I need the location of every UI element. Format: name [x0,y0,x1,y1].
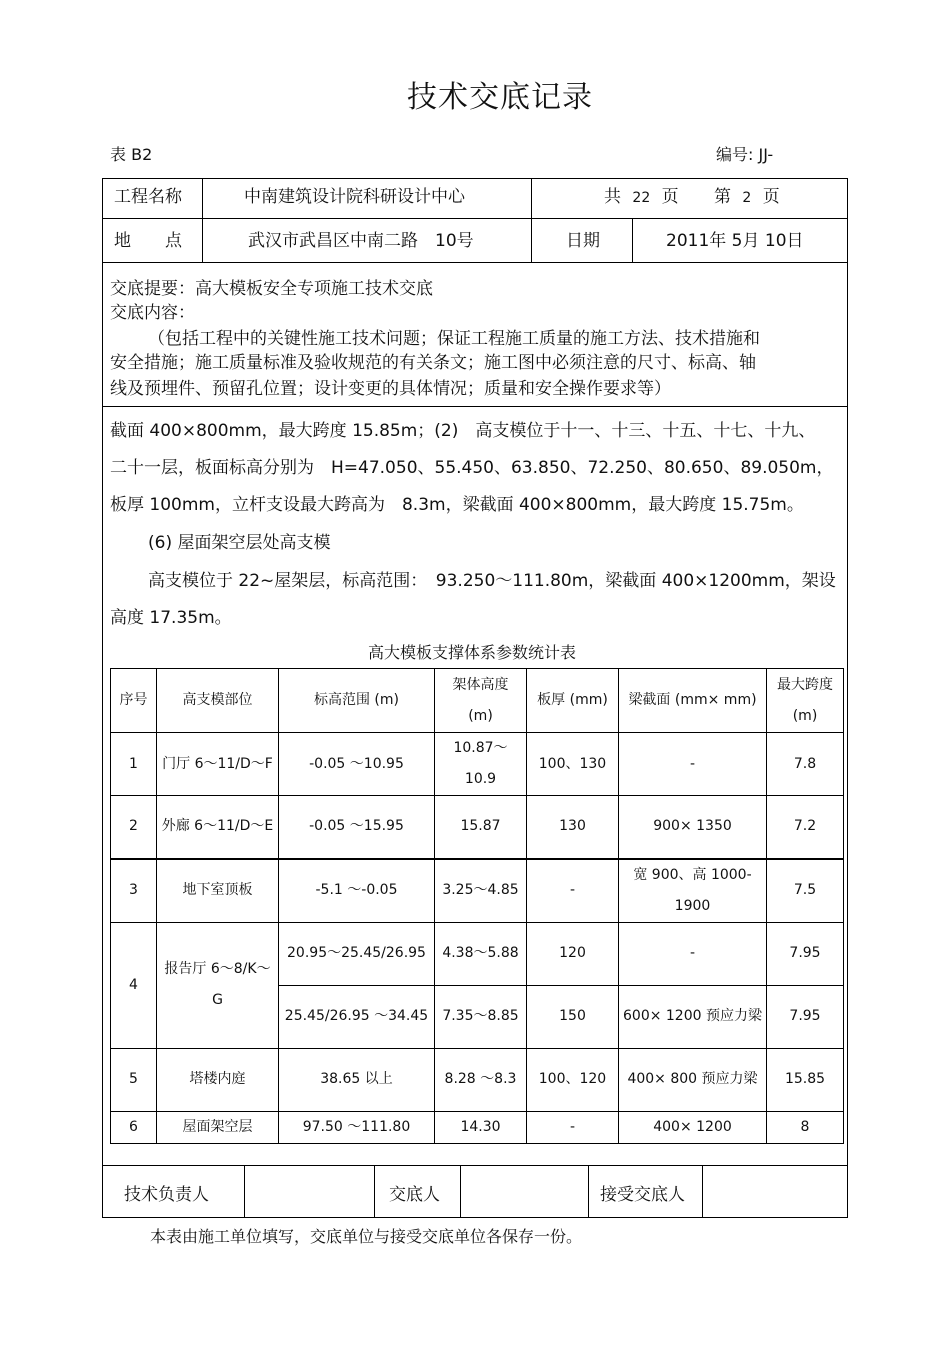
cell: - [619,922,767,985]
cell: 4 [111,922,157,1048]
page-cur-suffix: 页 [762,187,780,207]
body-line: 高支模位于 22~屋架层，标高范围： 93.250～111.80m，梁截面 400×1200mm，架设 [148,571,836,591]
cell: 8.28 ～8.3 [435,1048,527,1111]
table-row [111,922,844,985]
cell: 6 [111,1111,157,1143]
cell: 3.25～4.85 [435,859,527,923]
content-line: 安全措施；施工质量标准及验收规范的有关条文；施工图中必须注意的尺寸、标高、轴 [110,353,756,373]
cell: 120 [527,922,619,985]
page-cur-prefix: 第 [714,187,731,207]
cell: 1 [111,733,157,796]
project-value: 中南建筑设计院科研设计中心 [244,187,465,207]
header-frame-height: 架体高度 (m) [435,669,527,733]
body-line: (6) 屋面架空层处高支模 [148,533,331,553]
body-line: 板厚 100mm，立杆支设最大跨高为 8.3m，梁截面 400×800mm，最大跨度 15.75m。 [110,495,804,515]
header-slab-thickness: 板厚 (mm) [527,669,619,733]
divider [531,178,532,262]
header-max-span: 最大跨度(m) [767,669,844,733]
divider [102,1165,848,1166]
header-beam-section: 梁截面 (mm× mm) [619,669,767,733]
page-total-suffix: 页 [661,187,679,207]
divider [374,1165,375,1218]
receiver-label: 接受交底人 [600,1185,685,1205]
divider [202,178,203,262]
cell: - [619,733,767,796]
cell: 14.30 [435,1111,527,1143]
cell: 97.50 ～111.80 [279,1111,435,1143]
form-id: 表 B2 [110,145,153,164]
cell: 20.95～25.45/26.95 [279,922,435,985]
divider [102,406,848,407]
cell: 塔楼内庭 [157,1048,279,1111]
body-line: 高度 17.35m。 [110,608,232,628]
cell: 7.8 [767,733,844,796]
cell: 400× 800 预应力梁 [619,1048,767,1111]
table-header-row [111,669,844,733]
header-elevation: 标高范围 (m) [279,669,435,733]
location-label: 地 点 [114,231,182,251]
cell: 3 [111,859,157,923]
divider [588,1165,589,1218]
cell: 38.65 以上 [279,1048,435,1111]
body-line: 二十一层，板面标高分别为 H=47.050、55.450、63.850、72.250、80.650、89.050m， [110,458,834,478]
date-label: 日期 [566,231,600,251]
serial-number: 编号: JJ- [716,145,774,164]
page-total [604,182,679,207]
cell: 7.5 [767,859,844,923]
date-value: 2011年 5月 10日 [666,231,804,251]
cell: 100、130 [527,733,619,796]
page-title: 技术交底记录 [407,80,593,115]
cell: 屋面架空层 [157,1111,279,1143]
cell: 7.35～8.85 [435,985,527,1048]
cell: 报告厅 6～8/K～G [157,922,279,1048]
header-location: 高支模部位 [157,669,279,733]
content-line: 线及预埋件、预留孔位置；设计变更的具体情况；质量和安全操作要求等） [110,379,671,399]
page-cur-num: 2 [742,190,752,206]
table-row [111,796,844,859]
project-label: 工程名称 [114,187,182,207]
page-current [714,182,780,207]
cell: 宽 900、高 1000-1900 [619,859,767,923]
page-total-num: 22 [632,190,651,206]
presenter-label: 交底人 [389,1185,440,1205]
table-row [111,733,844,796]
header-index: 序号 [111,669,157,733]
cell: 门厅 6～11/D～F [157,733,279,796]
cell: 地下室顶板 [157,859,279,923]
location-value: 武汉市武昌区中南二路 10号 [248,231,474,251]
cell: 25.45/26.95 ～34.45 [279,985,435,1048]
brief: 交底提要：高大模板安全专项施工技术交底 [110,279,433,299]
cell: -0.05 ～10.95 [279,733,435,796]
divider [102,218,848,219]
parameter-table [110,668,844,1144]
cell: 900× 1350 [619,796,767,859]
content-line: （包括工程中的关键性施工技术问题；保证工程施工质量的施工方法、技术措施和 [148,329,760,349]
cell: 150 [527,985,619,1048]
cell: 15.85 [767,1048,844,1111]
tech-lead-label: 技术负责人 [124,1185,209,1205]
cell: 15.87 [435,796,527,859]
cell: 7.95 [767,985,844,1048]
cell: 130 [527,796,619,859]
cell: 10.87～10.9 [435,733,527,796]
table-row [111,859,844,923]
cell: 外廊 6～11/D～E [157,796,279,859]
body-line: 截面 400×800mm，最大跨度 15.85m；(2) 高支模位于十一、十三、十五、十七、十九、 [110,421,816,441]
cell: 7.2 [767,796,844,859]
table-row [111,1111,844,1143]
divider [632,218,633,262]
cell: 5 [111,1048,157,1111]
cell: 600× 1200 预应力梁 [619,985,767,1048]
cell: - [527,1111,619,1143]
divider [102,262,848,263]
page-total-prefix: 共 [604,187,621,207]
cell: 100、120 [527,1048,619,1111]
divider [460,1165,461,1218]
divider [244,1165,245,1218]
table-title: 高大模板支撑体系参数统计表 [368,643,577,662]
cell: 2 [111,796,157,859]
footer-note: 本表由施工单位填写，交底单位与接受交底单位各保存一份。 [150,1227,583,1246]
cell: 7.95 [767,922,844,985]
cell: -0.05 ～15.95 [279,796,435,859]
cell: 8 [767,1111,844,1143]
cell: - [527,859,619,923]
cell: -5.1 ～-0.05 [279,859,435,923]
divider [702,1165,703,1218]
content-label: 交底内容： [110,303,195,323]
table-row [111,1048,844,1111]
cell: 4.38～5.88 [435,922,527,985]
cell: 400× 1200 [619,1111,767,1143]
